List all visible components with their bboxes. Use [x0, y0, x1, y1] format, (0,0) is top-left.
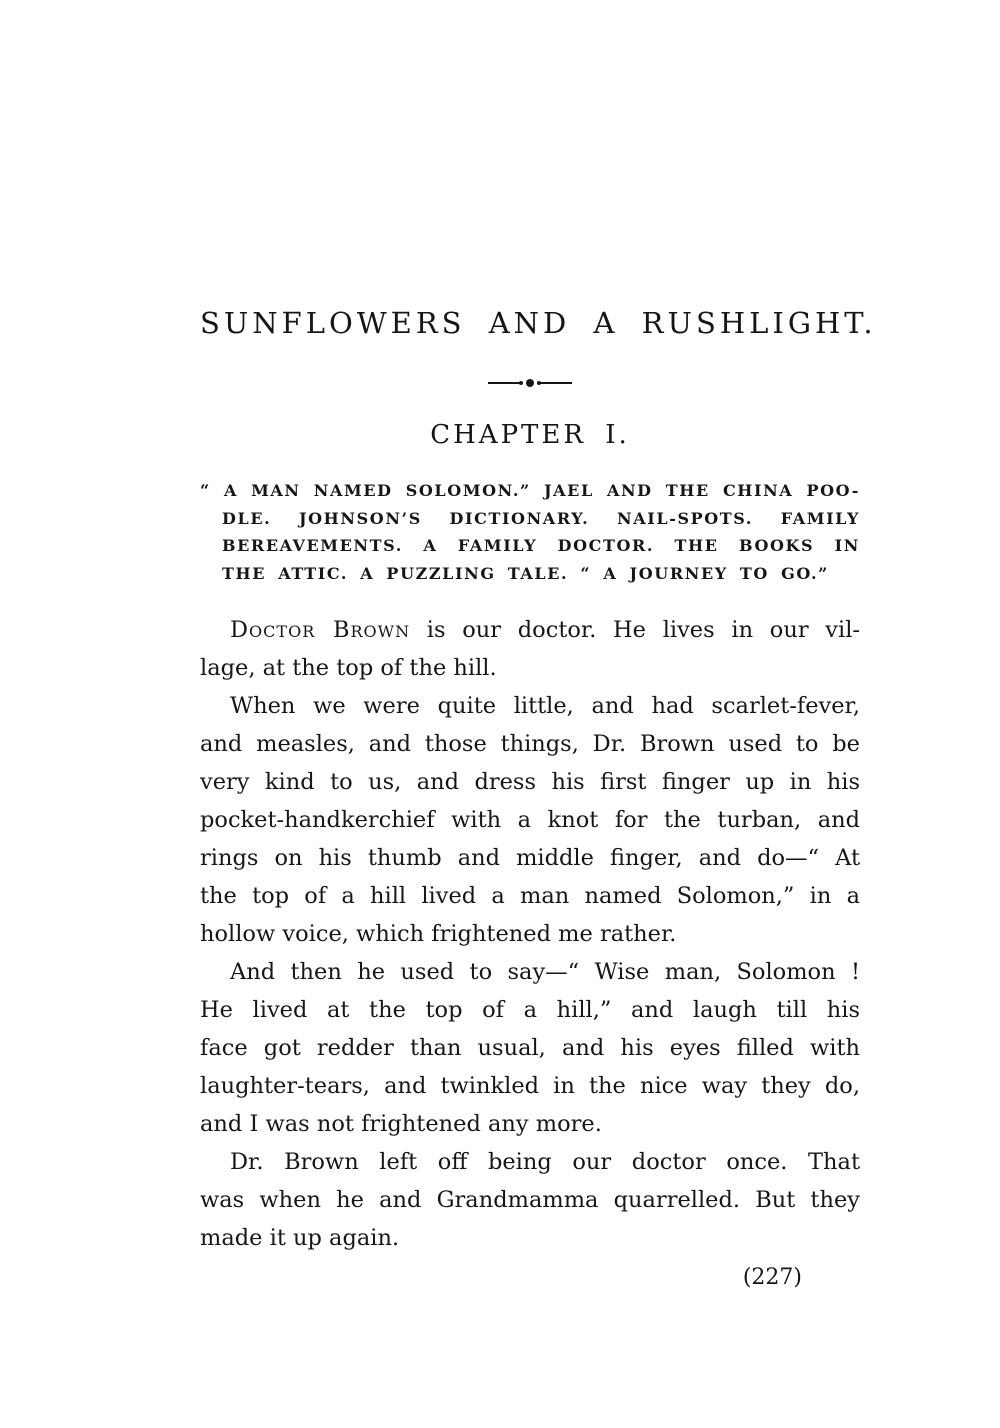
chapter-summary [200, 477, 860, 587]
divider-rule-left-icon [488, 382, 522, 384]
title-divider-ornament [200, 379, 860, 387]
body-line: made it up again. [200, 1225, 400, 1251]
body-line: When we were quite little, and had scarlet-fever, [230, 693, 860, 719]
body-line: and measles, and those things, Dr. Brown used to be [200, 731, 860, 757]
summary-line: THE ATTIC. A PUZZLING TALE. “ A JOURNEY TO GO.” [222, 563, 829, 583]
body-line: the top of a hill lived a man named Solomon,” in a [200, 883, 860, 909]
divider-rule-right-icon [538, 382, 572, 384]
summary-line: BEREAVEMENTS. A FAMILY DOCTOR. THE BOOKS IN [222, 536, 860, 555]
body-line: lage, at the top of the hill. [200, 655, 497, 681]
summary-line: DLE. JOHNSON’S DICTIONARY. NAIL-SPOTS. FAMILY [222, 508, 860, 528]
body-line: and I was not frightened any more. [200, 1111, 602, 1137]
page-number: (227) [742, 1265, 802, 1290]
body-line: hollow voice, which frightened me rather. [200, 921, 677, 947]
body-line: And then he used to say—“ Wise man, Solomon ! [230, 959, 860, 985]
body-line [200, 611, 860, 649]
body-line: was when he and Grandmamma quarrelled. But they [200, 1187, 860, 1213]
body-line: Dr. Brown left off being our doctor once. That [230, 1149, 860, 1175]
book-title: SUNFLOWERS AND A RUSHLIGHT. [200, 306, 877, 340]
body-line: He lived at the top of a hill,” and laugh till his [200, 997, 860, 1023]
body-line: pocket-handkerchief with a knot for the turban, and [200, 807, 860, 833]
lead-rest: is our doctor. He lives in our vil- [410, 617, 860, 643]
divider-dot-icon [526, 379, 534, 387]
body-line: very kind to us, and dress his first finger up in his [200, 769, 860, 795]
body-text [200, 611, 860, 1257]
page-content [200, 305, 877, 1293]
body-line: laughter-tears, and twinkled in the nice way they do, [200, 1073, 860, 1099]
chapter-heading: CHAPTER I. [430, 420, 630, 450]
body-line: face got redder than usual, and his eyes filled with [200, 1035, 860, 1061]
lead-smallcaps: Doctor Brown [230, 617, 411, 643]
summary-line: “ A MAN NAMED SOLOMON.” JAEL AND THE CHINA POO- [200, 481, 860, 500]
body-line: rings on his thumb and middle finger, and do—“ At [200, 845, 860, 871]
